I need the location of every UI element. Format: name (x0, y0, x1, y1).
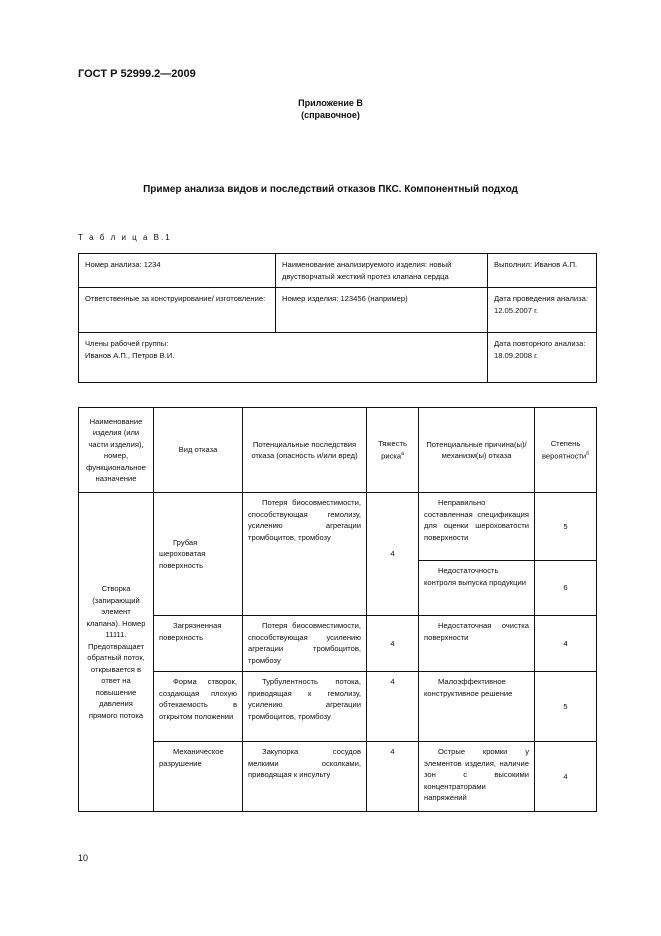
failure-effect: Потеря биосовместимости, способствующая усилению агрегации тромбоцитов, тромбозу (243, 616, 367, 672)
failure-mode: Механическое разрушение (154, 742, 243, 812)
probability: 6 (535, 561, 597, 616)
responsible: Ответственные за конструирование/ изготовление: (79, 288, 276, 333)
failure-cause: Малоэффективное конструктивное решение (419, 672, 535, 742)
table-row (79, 493, 597, 561)
standard-number: ГОСТ Р 52999.2—2009 (78, 68, 196, 80)
analysis-number: Номер анализа: 1234 (79, 254, 276, 288)
failure-cause: Неправильно составленная спецификация для оценки шероховатости поверхности (419, 493, 535, 561)
severity: 4 (367, 616, 419, 672)
severity: 4 (367, 742, 419, 812)
probability: 5 (535, 493, 597, 561)
item-name: Наименование анализируемого изделия: новый двустворчатый жесткий протез клапана сердца (276, 254, 488, 288)
table-row (79, 616, 597, 672)
col-header-probability (535, 408, 597, 493)
footnote-b: б (586, 451, 590, 458)
footnote-a: а (401, 451, 404, 458)
failure-cause: Недостаточная очистка поверхности (419, 616, 535, 672)
failure-cause: Острые кромки у элементов изделия, наличие зон с высокими концентраторами напряжений (419, 742, 535, 812)
info-table (78, 253, 597, 383)
fmea-table (78, 407, 597, 812)
team-cell (79, 333, 488, 383)
failure-effect: Турбулентность потока, приводящая к гемолизу, усилению агрегации тромбоцитов, тромбозу (243, 672, 367, 742)
table-row (79, 742, 597, 812)
col-header-severity (367, 408, 419, 493)
probability: 4 (535, 742, 597, 812)
failure-effect: Потеря биосовместимости, способствующая гемолизу, усилению агрегации тромбоцитов, тромбозу (243, 493, 367, 616)
item-number: Номер изделия: 123456 (например) (276, 288, 488, 333)
col-header-cause: Потенциальные причина(ы)/ механизм(ы) отказа (419, 408, 535, 493)
performed-by: Выполнил: Иванов А.П. (488, 254, 597, 288)
reanalysis-date: Дата повторного анализа: 18.09.2008 г. (488, 333, 597, 383)
probability-label: Степень вероятности (541, 438, 587, 461)
severity: 4 (367, 672, 419, 742)
probability: 5 (535, 672, 597, 742)
severity-label: Тяжесть риска (378, 438, 407, 461)
section-title: Пример анализа видов и последствий отказов ПКС. Компонентный подход (143, 184, 518, 195)
analysis-date: Дата проведения анализа: 12.05.2007 г. (488, 288, 597, 333)
failure-mode: Грубая шероховатая поверхность (154, 493, 243, 616)
probability: 4 (535, 616, 597, 672)
table-label: Т а б л и ц а В.1 (78, 233, 172, 242)
failure-mode: Загрязненная поверхность (154, 616, 243, 672)
col-header-mode: Вид отказа (154, 408, 243, 493)
failure-mode: Форма створок, создающая плохую обтекаемость в открытом положении (154, 672, 243, 742)
col-header-effect: Потенциальные последствия отказа (опасность и/или вред) (243, 408, 367, 493)
component-cell: Створка (запирающий элемент клапана). Номер 11111. Предотвращает обратный поток, открывается в ответ на повышение давления прямого потока (79, 493, 154, 812)
table-row (79, 672, 597, 742)
col-header-component: Наименование изделия (или части изделия), номер, функциональное назначение (79, 408, 154, 493)
severity: 4 (367, 493, 419, 616)
failure-effect: Закупорка сосудов мелкими осколками, приводящая к инсульту (243, 742, 367, 812)
page-number: 10 (78, 853, 89, 863)
appendix-heading (0, 97, 661, 121)
team-members: Иванов А.П., Петров В.И. (85, 350, 175, 360)
failure-cause: Недостаточность контроля выпуска продукции (419, 561, 535, 616)
appendix-note: (справочное) (301, 110, 360, 120)
appendix-title: Приложение В (298, 98, 363, 108)
team-label: Члены рабочей группы: (85, 339, 169, 348)
